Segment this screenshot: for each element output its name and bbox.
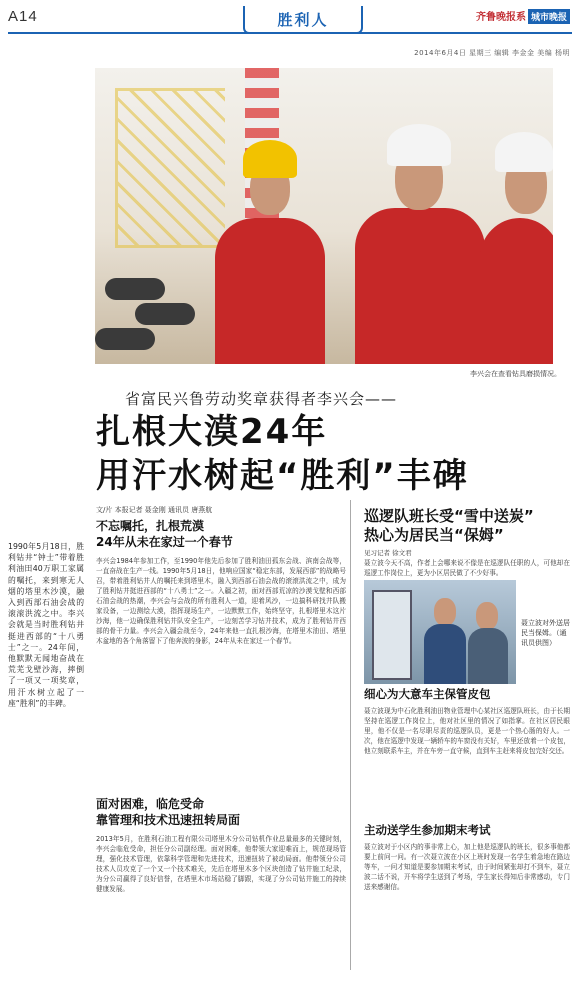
brand-suffix: 系 xyxy=(515,12,526,23)
column-divider xyxy=(350,500,351,970)
side-story-headline: 巡逻队班长受“雪中送炭” 热心为居民当“保姆” xyxy=(364,507,534,544)
headline-line-2: 用汗水树起“胜利”丰碑 xyxy=(96,456,469,496)
scaffold-shape xyxy=(115,88,225,248)
side-story-byline: 见习记者 徐文君 xyxy=(364,549,412,557)
worker-figure xyxy=(215,218,325,364)
section-2-title xyxy=(96,796,346,828)
section-2-body: 2013年5月，在胜利石油工程有限公司塔里木分公司钻机作业总量最多的关键时刻，李兴会临危受命，担任分公司副经理。面对困难，他带领大家迎难而上，规范现场管理，强化技术管理，依靠科学管理和先进技术，迅速扭转了被动局面。他带领分公司技术人员攻克了一个又一个技术难关，先后在塔里木多个区块创造了钻井施工纪录，为分公司赢得了良好信誉，在塔里木市场站稳了脚跟，实现了分公司钻井施工的持续健康发展。 xyxy=(96,835,346,893)
section-title: 胜利人 xyxy=(277,11,329,29)
door-shape xyxy=(372,590,412,680)
section-1-title xyxy=(96,518,346,550)
section-4-title: 细心为大意车主保管皮包 xyxy=(364,687,491,701)
brand-name: 齐鲁晚报 xyxy=(475,12,516,23)
worker-figure xyxy=(480,218,553,364)
issue-meta: 2014年6月4日 星期三 编辑 李金金 美编 杨明 xyxy=(414,49,570,57)
section-1-title-line-2: 24年从未在家过一个春节 xyxy=(96,535,233,549)
person-figure xyxy=(424,624,466,684)
side-story-photo xyxy=(364,580,516,684)
intro-column: 1990年5月18日，胜利钻井“钟士”带着胜利油田40万职工家属的嘱托，来到寒无人烟的塔里木沙漠，融入到西部石油会战的滚滚洪流之中。李兴会就是当时胜利钻井挺进西部的“十八勇士”之一。24年间，他默默无闻地奋战在荒芜戈壁沙海，摔倒了一项又一项奖章，用汗水树立起了一座“胜利”的丰碑。 xyxy=(8,542,84,708)
header-rule xyxy=(8,32,572,34)
section-4-body: 聂立波现为中石化胜利油田物业管理中心某社区巡逻队班长，由于长期坚持在巡逻工作岗位上，他对社区里的情况了如指掌。在社区居民眼里，他不仅是一名尽职尽责的巡逻队员，更是一个热心肠的好人。一次，他在巡逻中发现一辆轿车的车窗没有关好，车里还放着一个皮包，他立刻联系车主，并在车旁一直守候，直到车主赶来将皮包完好交还。 xyxy=(364,707,570,755)
page-number: A14 xyxy=(8,8,38,25)
side-story-intro: 聂立波今天不高，作者上会哪来说不像是在巡逻队任职的人，可他却在巡逻工作岗位上，更为小区居民做了不少好事。 xyxy=(364,559,570,577)
yellow-helmet-icon xyxy=(243,140,297,178)
newspaper-brand xyxy=(476,8,570,24)
photo-caption: 李兴会在查看钻具磨损情况。 xyxy=(470,370,561,378)
section-2-title-line-1: 面对困难，临危受命 xyxy=(96,797,205,811)
section-5-title: 主动送学生参加期末考试 xyxy=(364,823,491,837)
brand-badge: 城市晚报 xyxy=(528,9,570,24)
section-5-body: 聂立波对于小区内的事非常上心，加上他是巡逻队的班长，很多事他都要上前问一问。有一次聂立波在小区上班时发现一名学生着急地在路边等车，一问才知道是要参加期末考试，由于时间紧张却打不到车，聂立波二话不说，开车将学生送到了考场，学生家长得知后非常感动，专门送来感谢信。 xyxy=(364,843,570,891)
section-2-title-line-2: 靠管理和技术迅速扭转局面 xyxy=(96,813,241,827)
person-figure xyxy=(468,628,508,684)
person-face xyxy=(476,602,498,630)
white-helmet-icon xyxy=(387,124,451,166)
section-1-title-line-1: 不忘嘱托，扎根荒漠 xyxy=(96,519,205,533)
white-helmet-icon xyxy=(495,132,553,172)
article-headline xyxy=(96,410,556,498)
pipe-shape xyxy=(135,303,195,325)
section-tab xyxy=(243,6,363,34)
main-photo xyxy=(95,68,553,364)
side-photo-caption: 聂立波对外送居民当保姆。（通讯员供图） xyxy=(521,619,570,647)
headline-line-1: 扎根大漠24年 xyxy=(96,412,328,452)
section-1-body: 李兴会1984年参加工作，至1990年他先后参加了胜利油田孤东会战、滨南会战等，一直奋战在生产一线。1990年5月18日，他响应国家“稳定东部，发展西部”的战略号召，带着胜利钻井人的嘱托来到塔里木，融入到西部石油会战的滚滚洪流之中，成为了胜利钻井挺进西部的“十八勇士”之一。入疆之初，面对西部荒凉的沙漠戈壁和西部石油会战的热潮，李兴会与会战的所有胜利人一道，迎着风沙，一边搞科研找井队搬家设备，一边测绘大漠，指挥现场生产，一边默默工作，始终坚守，扎根塔里木这片沙海，他一边确保胜利钻井队安全生产，一边刻苦学习钻井技术，成为了胜利钻井西部的骨干力量。李兴会入疆会战至今，24年来他一直扎根沙海，在塔里木油田、塔里木盆地的各个角落留下了他奔波的身影，24年从未在家过一个春节。 xyxy=(96,557,346,645)
person-face xyxy=(434,598,456,626)
article-subhead: 省富民兴鲁劳动奖章获得者李兴会—— xyxy=(125,390,398,408)
pipe-shape xyxy=(95,328,155,350)
article-byline: 文/片 本报记者 聂金刚 通讯员 唐燕航 xyxy=(96,506,213,514)
worker-figure xyxy=(355,208,485,364)
page-header xyxy=(0,0,580,40)
pipe-shape xyxy=(105,278,165,300)
